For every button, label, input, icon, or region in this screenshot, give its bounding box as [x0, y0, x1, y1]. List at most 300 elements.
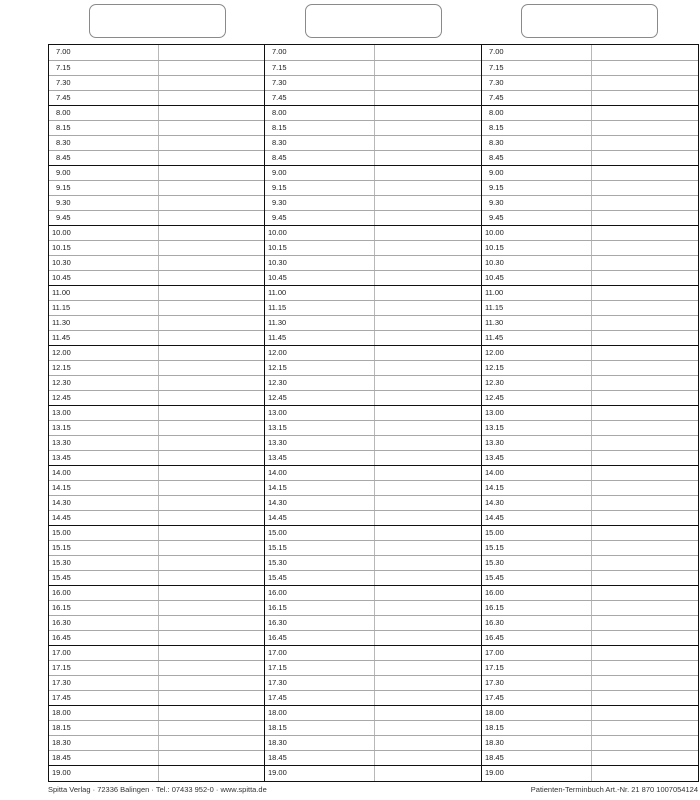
time-slot-row[interactable] [482, 285, 698, 300]
time-label: 12.30 [268, 378, 287, 387]
time-slot-row[interactable] [49, 540, 264, 555]
time-label: 15.15 [52, 543, 71, 552]
time-label: 12.00 [268, 348, 287, 357]
time-label: 16.15 [485, 603, 504, 612]
time-label: 16.30 [52, 618, 71, 627]
time-slot-row[interactable] [265, 300, 481, 315]
time-label: 8.15 [272, 123, 287, 132]
time-label: 17.30 [485, 678, 504, 687]
time-label: 9.45 [272, 213, 287, 222]
time-label: 8.15 [489, 123, 504, 132]
time-label: 19.00 [485, 768, 504, 777]
time-label: 7.15 [56, 63, 71, 72]
time-slot-row[interactable] [482, 75, 698, 90]
time-label: 9.00 [272, 168, 287, 177]
day-column-2 [264, 45, 481, 781]
time-label: 18.45 [485, 753, 504, 762]
time-label: 11.45 [52, 333, 71, 342]
time-slot-row[interactable] [482, 450, 698, 465]
time-label: 14.15 [52, 483, 71, 492]
time-label: 11.00 [268, 288, 287, 297]
time-slot-row[interactable] [265, 600, 481, 615]
time-label: 9.15 [56, 183, 71, 192]
time-label: 8.45 [489, 153, 504, 162]
time-slot-row[interactable] [265, 465, 481, 480]
time-label: 15.15 [485, 543, 504, 552]
time-slot-row[interactable] [49, 285, 264, 300]
time-label: 13.30 [485, 438, 504, 447]
time-label: 15.15 [268, 543, 287, 552]
time-slot-row[interactable] [482, 90, 698, 105]
time-slot-row[interactable] [482, 180, 698, 195]
time-slot-row[interactable] [49, 330, 264, 345]
time-label: 7.00 [272, 47, 287, 56]
footer-article-number: Patienten-Terminbuch Art.-Nr. 21 870 1007054124 [530, 785, 698, 794]
time-slot-row[interactable] [482, 555, 698, 570]
time-label: 19.00 [52, 768, 71, 777]
time-slot-row[interactable] [265, 390, 481, 405]
time-label: 8.30 [489, 138, 504, 147]
time-slot-row[interactable] [49, 765, 264, 780]
time-slot-row[interactable] [482, 315, 698, 330]
time-label: 16.15 [268, 603, 287, 612]
time-slot-row[interactable] [265, 210, 481, 225]
time-label: 19.00 [268, 768, 287, 777]
time-label: 10.00 [52, 228, 71, 237]
time-slot-row[interactable] [265, 405, 481, 420]
time-label: 12.00 [52, 348, 71, 357]
time-slot-row[interactable] [265, 375, 481, 390]
time-label: 8.30 [272, 138, 287, 147]
time-label: 18.30 [485, 738, 504, 747]
time-slot-row[interactable] [265, 240, 481, 255]
time-label: 14.30 [52, 498, 71, 507]
time-slot-row[interactable] [482, 720, 698, 735]
time-slot-row[interactable] [49, 480, 264, 495]
time-slot-row[interactable] [49, 240, 264, 255]
time-label: 11.45 [485, 333, 504, 342]
time-label: 18.00 [485, 708, 504, 717]
time-label: 12.15 [52, 363, 71, 372]
time-label: 11.15 [52, 303, 71, 312]
time-label: 18.30 [268, 738, 287, 747]
time-label: 8.45 [56, 153, 71, 162]
time-label: 14.45 [52, 513, 71, 522]
time-slot-row[interactable] [482, 600, 698, 615]
time-label: 11.45 [268, 333, 287, 342]
time-label: 12.15 [485, 363, 504, 372]
time-slot-row[interactable] [49, 645, 264, 660]
time-slot-row[interactable] [265, 480, 481, 495]
time-slot-row[interactable] [49, 720, 264, 735]
time-label: 18.15 [52, 723, 71, 732]
time-label: 14.45 [268, 513, 287, 522]
time-slot-row[interactable] [265, 555, 481, 570]
time-slot-row[interactable] [265, 750, 481, 765]
time-slot-row[interactable] [49, 255, 264, 270]
time-label: 14.15 [485, 483, 504, 492]
time-slot-row[interactable] [49, 90, 264, 105]
time-slot-row[interactable] [265, 330, 481, 345]
time-label: 11.15 [485, 303, 504, 312]
time-slot-row[interactable] [265, 525, 481, 540]
time-slot-row[interactable] [482, 105, 698, 120]
time-label: 12.45 [52, 393, 71, 402]
time-slot-row[interactable] [265, 690, 481, 705]
time-label: 11.30 [485, 318, 504, 327]
time-label: 18.15 [485, 723, 504, 732]
time-slot-row[interactable] [49, 180, 264, 195]
time-label: 9.30 [56, 198, 71, 207]
time-label: 9.00 [56, 168, 71, 177]
time-slot-row[interactable] [265, 285, 481, 300]
time-slot-row[interactable] [482, 210, 698, 225]
time-slot-row[interactable] [49, 345, 264, 360]
time-label: 10.30 [52, 258, 71, 267]
time-label: 13.45 [52, 453, 71, 462]
time-label: 10.30 [268, 258, 287, 267]
time-slot-row[interactable] [482, 510, 698, 525]
time-label: 9.30 [489, 198, 504, 207]
time-label: 13.00 [52, 408, 71, 417]
time-label: 7.15 [272, 63, 287, 72]
time-label: 17.15 [485, 663, 504, 672]
time-slot-row[interactable] [265, 315, 481, 330]
time-slot-row[interactable] [265, 90, 481, 105]
time-label: 7.45 [489, 93, 504, 102]
time-slot-row[interactable] [482, 465, 698, 480]
time-label: 13.30 [268, 438, 287, 447]
time-slot-row[interactable] [265, 615, 481, 630]
time-slot-row[interactable] [265, 225, 481, 240]
time-label: 16.00 [485, 588, 504, 597]
time-slot-row[interactable] [265, 135, 481, 150]
time-slot-row[interactable] [482, 480, 698, 495]
time-slot-row[interactable] [265, 585, 481, 600]
time-label: 9.45 [56, 213, 71, 222]
time-slot-row[interactable] [265, 570, 481, 585]
time-slot-row[interactable] [49, 360, 264, 375]
time-slot-row[interactable] [265, 45, 481, 60]
day-column-1 [48, 45, 264, 781]
time-slot-row[interactable] [482, 300, 698, 315]
time-slot-row[interactable] [49, 495, 264, 510]
time-slot-row[interactable] [482, 360, 698, 375]
time-slot-row[interactable] [49, 405, 264, 420]
time-label: 10.15 [52, 243, 71, 252]
time-label: 16.30 [485, 618, 504, 627]
time-label: 14.15 [268, 483, 287, 492]
time-slot-row[interactable] [49, 105, 264, 120]
time-slot-row[interactable] [265, 765, 481, 780]
time-slot-row[interactable] [49, 210, 264, 225]
time-slot-row[interactable] [49, 45, 264, 60]
time-label: 17.00 [268, 648, 287, 657]
time-slot-row[interactable] [265, 360, 481, 375]
time-slot-row[interactable] [49, 600, 264, 615]
time-slot-row[interactable] [49, 270, 264, 285]
time-slot-row[interactable] [482, 435, 698, 450]
time-slot-row[interactable] [482, 390, 698, 405]
time-slot-row[interactable] [482, 690, 698, 705]
time-slot-row[interactable] [49, 135, 264, 150]
time-slot-row[interactable] [482, 495, 698, 510]
time-label: 14.45 [485, 513, 504, 522]
time-label: 17.30 [268, 678, 287, 687]
time-label: 11.30 [268, 318, 287, 327]
time-slot-row[interactable] [265, 75, 481, 90]
time-slot-row[interactable] [265, 345, 481, 360]
time-label: 7.45 [56, 93, 71, 102]
time-slot-row[interactable] [265, 255, 481, 270]
time-slot-row[interactable] [49, 75, 264, 90]
time-label: 15.45 [485, 573, 504, 582]
time-label: 9.30 [272, 198, 287, 207]
time-label: 15.00 [485, 528, 504, 537]
footer-publisher: Spitta Verlag · 72336 Balingen · Tel.: 07433 952-0 · www.spitta.de [48, 785, 267, 794]
time-label: 11.00 [485, 288, 504, 297]
time-slot-row[interactable] [482, 420, 698, 435]
time-slot-row[interactable] [265, 165, 481, 180]
time-slot-row[interactable] [49, 690, 264, 705]
time-label: 17.00 [52, 648, 71, 657]
time-slot-row[interactable] [49, 225, 264, 240]
time-slot-row[interactable] [49, 465, 264, 480]
time-label: 14.00 [485, 468, 504, 477]
time-label: 8.00 [56, 108, 71, 117]
time-label: 7.30 [56, 78, 71, 87]
time-label: 10.15 [485, 243, 504, 252]
time-label: 18.15 [268, 723, 287, 732]
time-slot-row[interactable] [265, 705, 481, 720]
time-slot-row[interactable] [482, 345, 698, 360]
time-label: 16.45 [485, 633, 504, 642]
time-label: 12.30 [52, 378, 71, 387]
time-label: 12.45 [268, 393, 287, 402]
time-label: 10.45 [485, 273, 504, 282]
time-label: 18.45 [268, 753, 287, 762]
time-label: 16.45 [52, 633, 71, 642]
time-label: 10.00 [268, 228, 287, 237]
time-label: 13.15 [268, 423, 287, 432]
time-label: 18.00 [52, 708, 71, 717]
time-slot-row[interactable] [482, 150, 698, 165]
time-label: 15.30 [485, 558, 504, 567]
time-label: 17.00 [485, 648, 504, 657]
time-slot-row[interactable] [265, 735, 481, 750]
time-slot-row[interactable] [265, 105, 481, 120]
time-label: 17.45 [52, 693, 71, 702]
time-slot-row[interactable] [482, 675, 698, 690]
time-slot-row[interactable] [482, 255, 698, 270]
time-slot-row[interactable] [482, 615, 698, 630]
time-slot-row[interactable] [49, 165, 264, 180]
time-label: 10.15 [268, 243, 287, 252]
time-label: 14.00 [52, 468, 71, 477]
time-slot-row[interactable] [482, 705, 698, 720]
time-slot-row[interactable] [265, 120, 481, 135]
time-slot-row[interactable] [482, 735, 698, 750]
time-label: 10.30 [485, 258, 504, 267]
time-label: 7.45 [272, 93, 287, 102]
time-label: 15.00 [268, 528, 287, 537]
time-label: 15.30 [268, 558, 287, 567]
time-label: 8.45 [272, 153, 287, 162]
time-slot-row[interactable] [265, 510, 481, 525]
time-label: 16.15 [52, 603, 71, 612]
time-slot-row[interactable] [265, 60, 481, 75]
time-label: 14.30 [268, 498, 287, 507]
time-label: 9.00 [489, 168, 504, 177]
time-slot-row[interactable] [482, 660, 698, 675]
time-slot-row[interactable] [482, 270, 698, 285]
time-slot-row[interactable] [49, 420, 264, 435]
time-label: 11.30 [52, 318, 71, 327]
time-label: 12.15 [268, 363, 287, 372]
time-slot-row[interactable] [482, 165, 698, 180]
time-slot-row[interactable] [49, 390, 264, 405]
time-slot-row[interactable] [49, 660, 264, 675]
time-slot-row[interactable] [265, 495, 481, 510]
time-label: 17.15 [268, 663, 287, 672]
time-label: 16.30 [268, 618, 287, 627]
time-slot-row[interactable] [49, 630, 264, 645]
time-slot-row[interactable] [482, 585, 698, 600]
time-slot-row[interactable] [265, 720, 481, 735]
time-slot-row[interactable] [49, 150, 264, 165]
time-label: 15.45 [52, 573, 71, 582]
time-label: 13.30 [52, 438, 71, 447]
time-label: 15.30 [52, 558, 71, 567]
time-label: 9.45 [489, 213, 504, 222]
time-label: 17.30 [52, 678, 71, 687]
time-label: 10.00 [485, 228, 504, 237]
day-header-box-3[interactable] [521, 4, 658, 38]
day-column-3 [481, 45, 699, 781]
time-label: 16.00 [268, 588, 287, 597]
time-slot-row[interactable] [482, 60, 698, 75]
time-slot-row[interactable] [482, 375, 698, 390]
time-slot-row[interactable] [482, 135, 698, 150]
time-label: 17.45 [485, 693, 504, 702]
time-slot-row[interactable] [482, 525, 698, 540]
time-slot-row[interactable] [265, 420, 481, 435]
time-slot-row[interactable] [49, 60, 264, 75]
time-label: 18.00 [268, 708, 287, 717]
time-label: 8.00 [272, 108, 287, 117]
appointment-grid [48, 44, 699, 782]
time-slot-row[interactable] [265, 675, 481, 690]
time-slot-row[interactable] [482, 570, 698, 585]
time-label: 8.00 [489, 108, 504, 117]
time-label: 9.15 [272, 183, 287, 192]
time-slot-row[interactable] [49, 555, 264, 570]
time-label: 12.00 [485, 348, 504, 357]
time-slot-row[interactable] [49, 300, 264, 315]
time-slot-row[interactable] [49, 525, 264, 540]
time-slot-row[interactable] [482, 225, 698, 240]
time-label: 9.15 [489, 183, 504, 192]
time-label: 17.45 [268, 693, 287, 702]
day-header-box-1[interactable] [89, 4, 226, 38]
time-label: 12.30 [485, 378, 504, 387]
time-slot-row[interactable] [482, 405, 698, 420]
time-slot-row[interactable] [482, 540, 698, 555]
time-label: 16.45 [268, 633, 287, 642]
time-slot-row[interactable] [265, 435, 481, 450]
time-slot-row[interactable] [265, 630, 481, 645]
time-slot-row[interactable] [265, 540, 481, 555]
time-slot-row[interactable] [265, 450, 481, 465]
time-slot-row[interactable] [49, 735, 264, 750]
time-slot-row[interactable] [49, 375, 264, 390]
time-label: 13.15 [485, 423, 504, 432]
time-label: 14.30 [485, 498, 504, 507]
time-label: 11.15 [268, 303, 287, 312]
time-slot-row[interactable] [482, 765, 698, 780]
time-slot-row[interactable] [482, 195, 698, 210]
time-label: 11.00 [52, 288, 71, 297]
time-slot-row[interactable] [482, 750, 698, 765]
time-slot-row[interactable] [49, 705, 264, 720]
time-label: 13.00 [485, 408, 504, 417]
time-slot-row[interactable] [49, 585, 264, 600]
time-label: 13.45 [268, 453, 287, 462]
time-label: 15.45 [268, 573, 287, 582]
time-slot-row[interactable] [265, 195, 481, 210]
time-slot-row[interactable] [49, 510, 264, 525]
time-slot-row[interactable] [265, 150, 481, 165]
time-slot-row[interactable] [482, 645, 698, 660]
time-label: 13.45 [485, 453, 504, 462]
time-slot-row[interactable] [49, 615, 264, 630]
time-label: 18.45 [52, 753, 71, 762]
time-slot-row[interactable] [49, 435, 264, 450]
time-label: 10.45 [268, 273, 287, 282]
time-label: 12.45 [485, 393, 504, 402]
time-label: 7.15 [489, 63, 504, 72]
time-slot-row[interactable] [49, 750, 264, 765]
time-label: 13.00 [268, 408, 287, 417]
day-header-box-2[interactable] [305, 4, 442, 38]
time-label: 7.30 [489, 78, 504, 87]
time-slot-row[interactable] [482, 630, 698, 645]
time-label: 10.45 [52, 273, 71, 282]
time-slot-row[interactable] [482, 330, 698, 345]
time-label: 15.00 [52, 528, 71, 537]
time-label: 7.30 [272, 78, 287, 87]
time-slot-row[interactable] [265, 645, 481, 660]
time-slot-row[interactable] [49, 450, 264, 465]
time-slot-row[interactable] [49, 675, 264, 690]
time-slot-row[interactable] [482, 120, 698, 135]
time-slot-row[interactable] [265, 270, 481, 285]
time-label: 8.15 [56, 123, 71, 132]
time-slot-row[interactable] [49, 570, 264, 585]
time-slot-row[interactable] [49, 315, 264, 330]
time-slot-row[interactable] [49, 195, 264, 210]
time-label: 14.00 [268, 468, 287, 477]
time-slot-row[interactable] [49, 120, 264, 135]
time-slot-row[interactable] [265, 180, 481, 195]
time-slot-row[interactable] [265, 660, 481, 675]
time-label: 16.00 [52, 588, 71, 597]
time-label: 18.30 [52, 738, 71, 747]
time-slot-row[interactable] [482, 45, 698, 60]
time-label: 13.15 [52, 423, 71, 432]
time-label: 17.15 [52, 663, 71, 672]
time-slot-row[interactable] [482, 240, 698, 255]
